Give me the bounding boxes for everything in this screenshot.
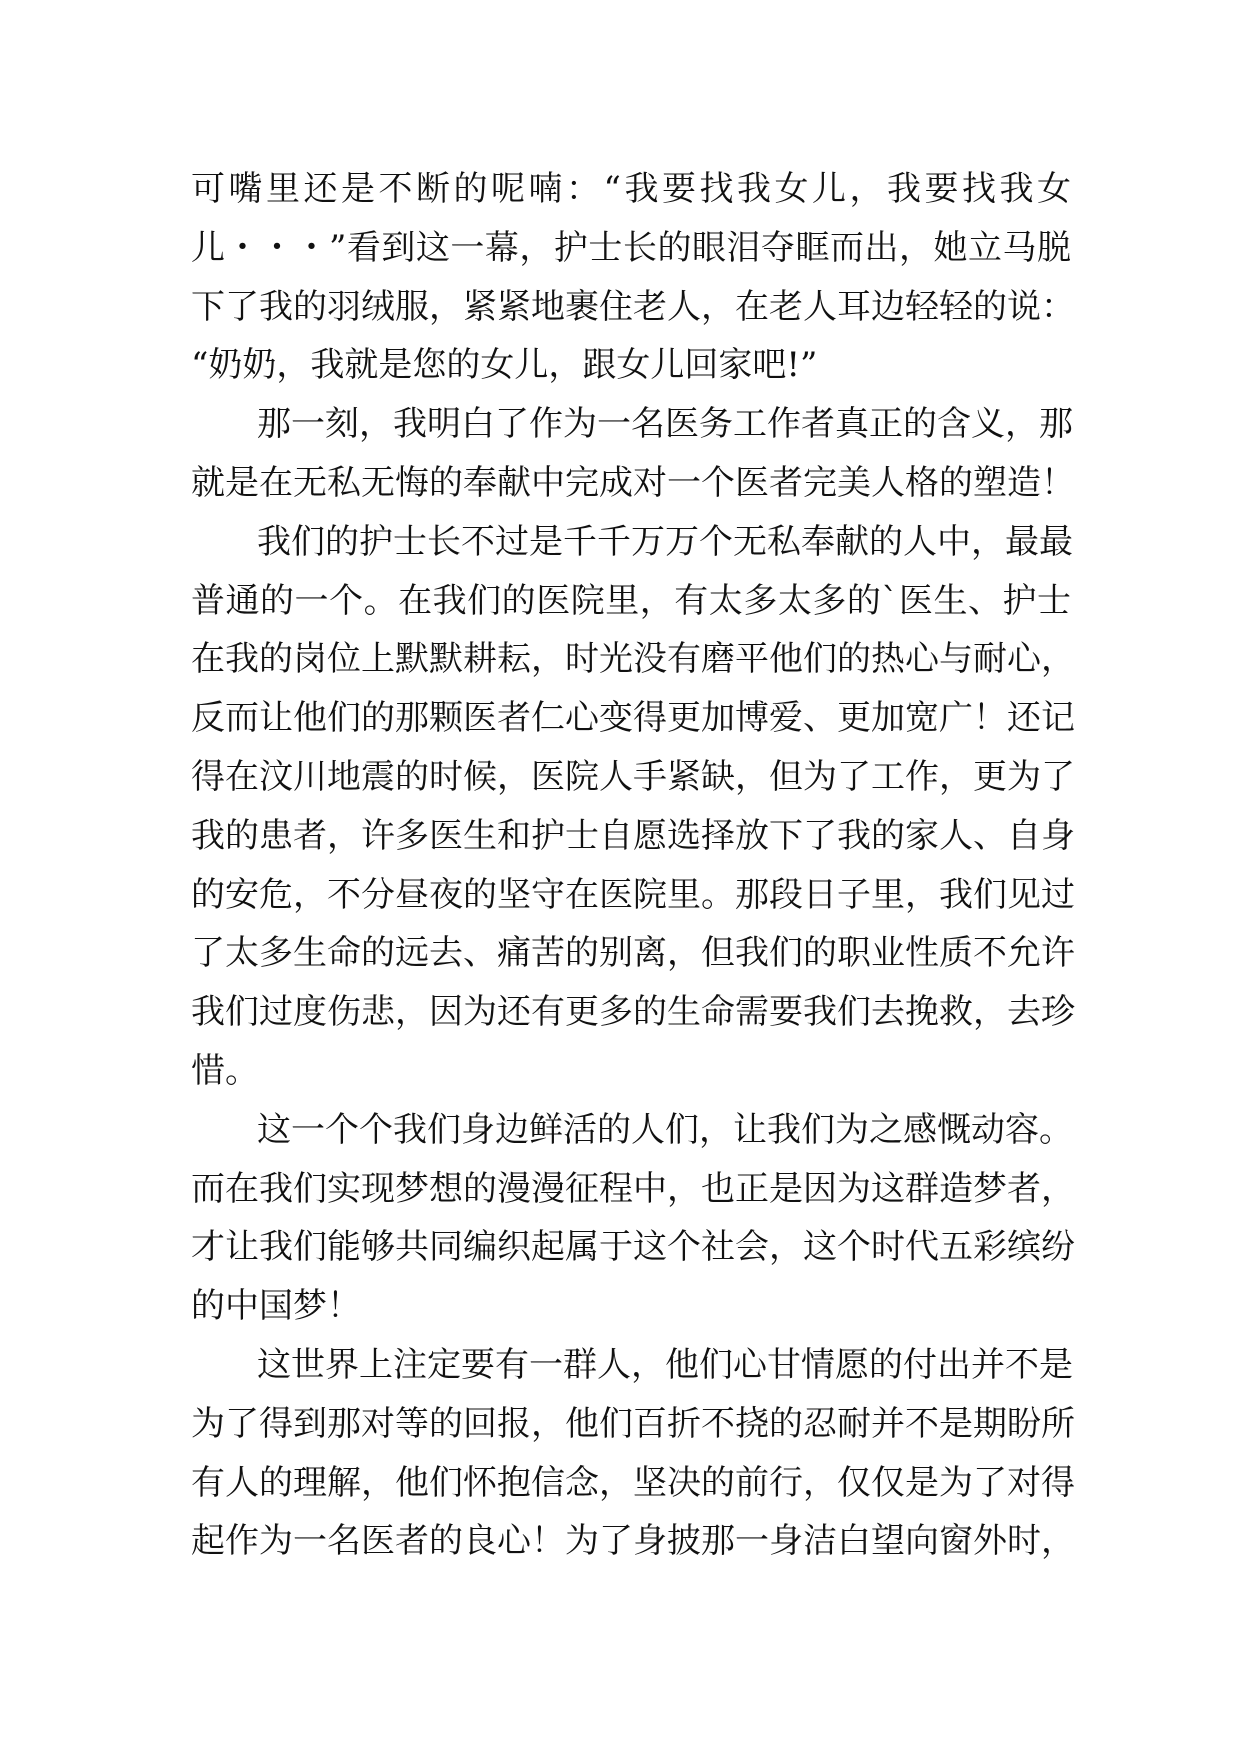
text-line: 反而让他们的那颗医者仁心变得更加博爱、更加宽广！还记 <box>191 698 1075 739</box>
text-line: 的中国梦！ <box>191 1286 361 1327</box>
text-line: 下了我的羽绒服，紧紧地裹住老人，在老人耳边轻轻的说： <box>191 286 1075 327</box>
text-line: 我的患者，许多医生和护士自愿选择放下了我的家人、自身 <box>191 815 1075 856</box>
paragraph-4 <box>191 1101 1075 1336</box>
text-line: 而在我们实现梦想的漫漫征程中，也正是因为这群造梦者， <box>191 1168 1075 1209</box>
text-line: 在我的岗位上默默耕耘，时光没有磨平他们的热心与耐心， <box>191 639 1075 680</box>
text-line: 普通的一个。在我们的医院里，有太多太多的`医生、护士 <box>191 580 1071 621</box>
text-line: 我们的护士长不过是千千万万个无私奉献的人中，最最 <box>257 521 1073 562</box>
text-line: 这世界上注定要有一群人，他们心甘情愿的付出并不是 <box>257 1344 1073 1385</box>
paragraph-3 <box>191 513 1075 1101</box>
text-line: “奶奶，我就是您的女儿，跟女儿回家吧!” <box>191 345 818 386</box>
text-line: 得在汶川地震的时候，医院人手紧缺，但为了工作，更为了 <box>191 756 1075 797</box>
text-line: 的安危，不分昼夜的坚守在医院里。那段日子里，我们见过 <box>191 874 1075 915</box>
text-line: 我们过度伤悲，因为还有更多的生命需要我们去挽救，去珍 <box>191 992 1075 1033</box>
text-line: 那一刻，我明白了作为一名医务工作者真正的含义，那 <box>257 404 1073 445</box>
paragraph-2 <box>191 395 1075 513</box>
text-line: 了太多生命的远去、痛苦的别离，但我们的职业性质不允许 <box>191 933 1075 974</box>
text-line: 这一个个我们身边鲜活的人们，让我们为之感慨动容。 <box>257 1109 1073 1150</box>
text-line: 儿・・・”看到这一幕，护士长的眼泪夺眶而出，她立马脱 <box>191 227 1071 268</box>
text-line: 就是在无私无悔的奉献中完成对一个医者完美人格的塑造！ <box>191 462 1075 503</box>
paragraph-1 <box>191 160 1075 395</box>
text-line: 有人的理解，他们怀抱信念，坚决的前行，仅仅是为了对得 <box>191 1462 1075 1503</box>
text-line: 才让我们能够共同编织起属于这个社会，这个时代五彩缤纷 <box>191 1227 1075 1268</box>
text-line: 起作为一名医者的良心！为了身披那一身洁白望向窗外时， <box>191 1521 1075 1562</box>
document-body <box>191 160 1075 1571</box>
paragraph-5 <box>191 1336 1075 1571</box>
text-line: 惜。 <box>191 1050 259 1091</box>
text-line: 可嘴里还是不断的呢喃：“我要找我女儿，我要找我女 <box>191 169 1071 209</box>
text-line: 为了得到那对等的回报，他们百折不挠的忍耐并不是期盼所 <box>191 1403 1075 1444</box>
